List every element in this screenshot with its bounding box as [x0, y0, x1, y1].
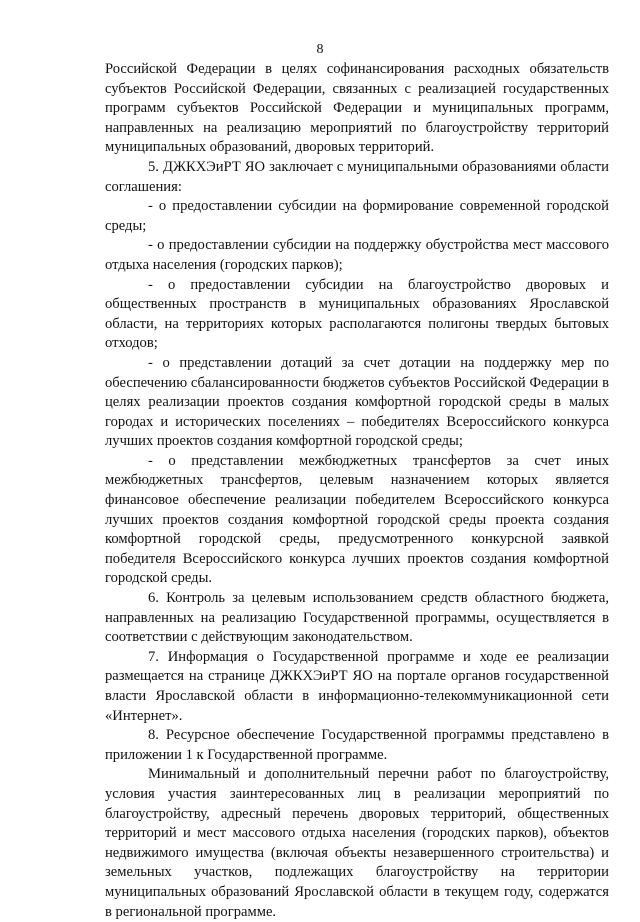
list-item-subsidy-landfill-territories: - о предоставлении субсидии на благоустройство дворовых и общественных пространств в муниципальных образованиях Ярославской области, на территориях которых располагаются полигоны твердых бытовых отходов;	[105, 276, 609, 352]
list-item-grants-small-towns: - о представлении дотаций за счет дотации на поддержку мер по обеспечению сбалансированности бюджетов субъектов Российской Федерации в целях реализации проектов создания комфортной городской среды в малых городах и исторических поселениях – победителях Всероссийского конкурса лучших проектов создания комфортной городской среды;	[105, 354, 609, 450]
page-number: 8	[316, 42, 324, 57]
list-item-subsidy-parks: - о предоставлении субсидии на поддержку обустройства мест массового отдыха населения (городских парков);	[105, 237, 609, 273]
paragraph-item-5: 5. ДЖКХЭиРТ ЯО заключает с муниципальными образованиями области соглашения:	[105, 158, 609, 195]
paragraph-item-8: 8. Ресурсное обеспечение Государственной программы представлено в приложении 1 к Государственной программе.	[105, 727, 609, 763]
paragraph-regional-program: Минимальный и дополнительный перечни работ по благоустройству, условия участия заинтересованных лиц в реализации мероприятий по благоустройству, адресный перечень дворовых территорий, общественных территорий и мест массового отдыха населения (городских парков), объектов недвижимого имущества (включая объекты незавершенного строительства) и земельных участков, подлежащих благоустройству на территории муниципальных образований Ярославской области в текущем году, содержатся в региональной программе.	[105, 766, 609, 920]
paragraph-item-7: 7. Информация о Государственной программе и ходе ее реализации размещается на странице ДЖКХЭиРТ ЯО на портале органов государственной власти Ярославской области в информационно-телекоммуникационной сети «Интернет».	[105, 648, 609, 724]
paragraph-item-6: 6. Контроль за целевым использованием средств областного бюджета, направленных на реализацию Государственной программы, осуществляется в соответствии с действующим законодательством.	[105, 590, 609, 646]
document-body	[105, 60, 609, 922]
list-item-subsidy-urban-environment: - о предоставлении субсидии на формирование современной городской среды;	[105, 198, 609, 234]
list-item-interbudget-transfers: - о представлении межбюджетных трансфертов за счет иных межбюджетных трансфертов, целевым назначением которых является финансовое обеспечение реализации победителем Всероссийского конкурса лучших проектов создания комфортной городской среды проекта создания комфортной городской среды, предусмотренного конкурсной заявкой победителя Всероссийского конкурса лучших проектов создания комфортной городской среды.	[105, 452, 609, 587]
paragraph-continuation: Российской Федерации в целях софинансирования расходных обязательств субъектов Российской Федерации, связанных с реализацией государственных программ субъектов Российской Федерации и муниципальных программ, направленных на реализацию мероприятий по благоустройству территорий муниципальных образований, дворовых территорий.	[105, 61, 609, 156]
